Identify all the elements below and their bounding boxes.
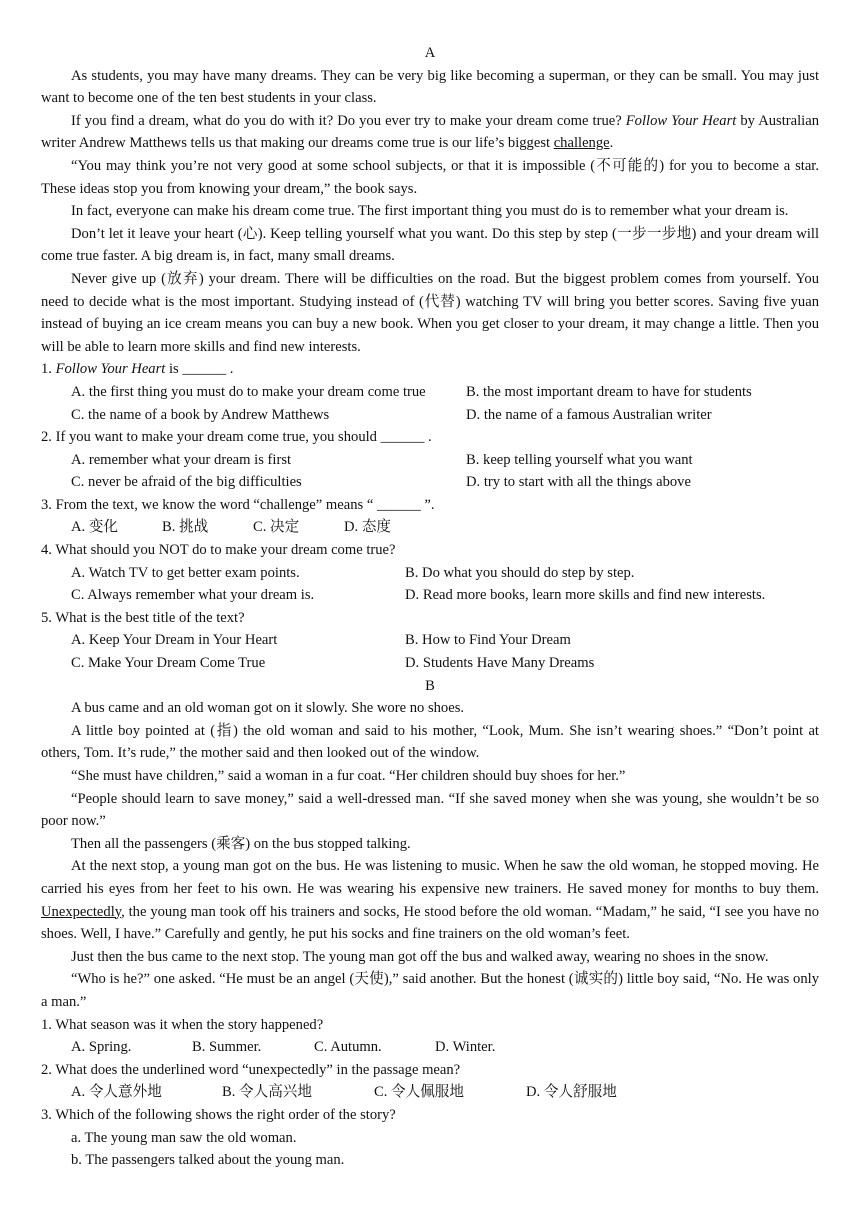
section-b-paragraph-2: A little boy pointed at (指) the old woman and said to his mother, “Look, Mum. She isn’t wearing shoes.” “Don’t point at others, Tom. It’s rude,” the mother said and then looked out of the window. <box>41 722 819 762</box>
question-b3-stem: 3. Which of the following shows the right order of the story? <box>41 1106 396 1123</box>
question-a5-options-row-1 <box>41 629 819 652</box>
option-d: D. 态度 <box>344 519 392 536</box>
option-d: D. the name of a famous Australian writer <box>466 406 712 423</box>
option-a: A. the first thing you must do to make your dream come true <box>71 383 426 400</box>
option-d: D. Winter. <box>435 1039 496 1056</box>
option-d: D. try to start with all the things above <box>466 474 691 491</box>
question-a4-options-row-1 <box>41 562 819 585</box>
section-a-paragraph-4: In fact, everyone can make his dream come true. The first important thing you must do is to remember what your dream is. <box>71 203 789 220</box>
question-b3-item-b: b. The passengers talked about the young man. <box>71 1152 345 1169</box>
section-b-paragraph-8: “Who is he?” one asked. “He must be an angel (天使),” said another. But the honest (诚实的) little boy said, “No. He was only a man.” <box>41 971 819 1010</box>
book-title: Follow Your Heart <box>55 361 166 378</box>
question-b2-stem: 2. What does the underlined word “unexpectedly” in the passage mean? <box>41 1061 461 1078</box>
section-b-title: B <box>425 677 435 694</box>
section-a-paragraph-2 <box>41 110 819 155</box>
question-a1-options-row-2 <box>41 404 819 427</box>
question-b1-stem: 1. What season was it when the story happened? <box>41 1016 324 1033</box>
question-b3-item-a: a. The young man saw the old woman. <box>71 1129 297 1146</box>
option-d: D. Read more books, learn more skills and find new interests. <box>405 587 766 604</box>
option-c: C. the name of a book by Andrew Matthews <box>71 406 330 423</box>
option-d: D. Students Have Many Dreams <box>405 655 595 672</box>
question-a1-options-row-1 <box>41 381 819 404</box>
question-a4-stem: 4. What should you NOT do to make your dream come true? <box>41 542 396 559</box>
option-a: A. remember what your dream is first <box>71 451 292 468</box>
option-a: A. Spring. <box>71 1039 132 1056</box>
document-page <box>41 42 819 1172</box>
option-b: B. 令人高兴地 <box>222 1084 312 1101</box>
option-b: B. Summer. <box>192 1039 262 1056</box>
section-b-paragraph-1: A bus came and an old woman got on it slowly. She wore no shoes. <box>71 700 465 717</box>
option-b: B. Do what you should do step by step. <box>405 564 635 581</box>
question-a2-stem: 2. If you want to make your dream come true, you should ______ . <box>41 429 432 446</box>
section-b-paragraph-6 <box>41 855 819 945</box>
section-a-paragraph-5: Don’t let it leave your heart (心). Keep telling yourself what you want. Do this step by step (一步一步地) and your dream will come true faster. A big dream is, in fact, many small dreams. <box>41 225 819 265</box>
paragraph-text: If you find a dream, what do you do with it? Do you ever try to make your dream come true? <box>71 112 626 129</box>
question-b1-options <box>41 1036 819 1059</box>
option-b: B. keep telling yourself what you want <box>466 451 693 468</box>
question-text: is ______ . <box>165 361 234 378</box>
option-c: C. Autumn. <box>314 1039 382 1056</box>
paragraph-text: At the next stop, a young man got on the bus. He was listening to music. When he saw the old woman, he stopped moving. He carried his eyes from her feet to his own. He was wearing his expensive new trainers. He saved money for months to buy them. <box>41 858 819 897</box>
option-a: A. Watch TV to get better exam points. <box>71 564 300 581</box>
option-c: C. never be afraid of the big difficulties <box>71 474 302 491</box>
question-a3-stem: 3. From the text, we know the word “challenge” means “ ______ ”. <box>41 496 435 513</box>
underlined-word-unexpectedly: Unexpectedly <box>41 903 122 920</box>
section-b-paragraph-5: Then all the passengers (乘客) on the bus stopped talking. <box>71 835 411 852</box>
paragraph-text: by Australian writer Andrew Matthews tells us that making our dreams come true is our life’s biggest <box>41 112 819 152</box>
book-title: Follow Your Heart <box>625 112 737 129</box>
question-number: 1. <box>41 361 56 378</box>
option-c: C. 决定 <box>253 519 300 536</box>
option-c: C. Always remember what your dream is. <box>71 587 315 604</box>
section-a-title: A <box>424 45 436 61</box>
option-c: C. 令人佩服地 <box>374 1084 464 1101</box>
question-b2-options <box>41 1081 819 1104</box>
option-d: D. 令人舒服地 <box>526 1084 617 1101</box>
question-a3-options <box>41 516 819 539</box>
section-b-paragraph-7: Just then the bus came to the next stop. The young man got off the bus and walked away, wearing no shoes in the snow. <box>71 948 769 965</box>
question-a1-stem <box>41 358 819 381</box>
question-a4-options-row-2 <box>41 584 819 607</box>
option-b: B. How to Find Your Dream <box>405 632 571 649</box>
paragraph-text: . <box>609 135 614 152</box>
question-a2-options-row-1 <box>41 449 819 472</box>
paragraph-text: , the young man took off his trainers and socks, He stood before the old woman. “Madam,” he said, “I see you have no shoes. Well, I have.” Carefully and gently, he put his socks and fine trainers on the old woman’s feet. <box>41 903 819 943</box>
option-b: B. the most important dream to have for students <box>466 383 752 400</box>
section-b-paragraph-4: “People should learn to save money,” said a well-dressed man. “If she saved money when she was young, she wouldn’t be so poor now.” <box>41 790 819 830</box>
option-c: C. Make Your Dream Come True <box>71 655 266 672</box>
underlined-word-challenge: challenge <box>553 135 610 152</box>
question-a2-options-row-2 <box>41 471 819 494</box>
option-a: A. 令人意外地 <box>71 1084 162 1101</box>
section-a-paragraph-1: As students, you may have many dreams. They can be very big like becoming a superman, or they can be small. You may just want to become one of the ten best students in your class. <box>41 67 819 107</box>
section-b-paragraph-3: “She must have children,” said a woman in a fur coat. “Her children should buy shoes for her.” <box>71 768 626 784</box>
question-a5-stem: 5. What is the best title of the text? <box>41 609 245 626</box>
option-b: B. 挑战 <box>162 519 209 536</box>
section-a-paragraph-3: “You may think you’re not very good at some school subjects, or that it is impossible (不可能的) for you to become a star. These ideas stop you from knowing your dream,” the book says. <box>41 157 819 197</box>
option-a: A. Keep Your Dream in Your Heart <box>71 632 278 649</box>
option-a: A. 变化 <box>71 519 119 536</box>
section-a-paragraph-6: Never give up (放弃) your dream. There will be difficulties on the road. But the biggest problem comes from yourself. You need to decide what is the most important. Studying instead of (代替) watching TV will bring you better scores. Saving five yuan instead of buying an ice cream means you can buy a new book. When you get closer to your dream, it may change a little. Then you will be able to learn more skills and find new interests. <box>41 270 819 355</box>
question-a5-options-row-2 <box>41 652 819 675</box>
